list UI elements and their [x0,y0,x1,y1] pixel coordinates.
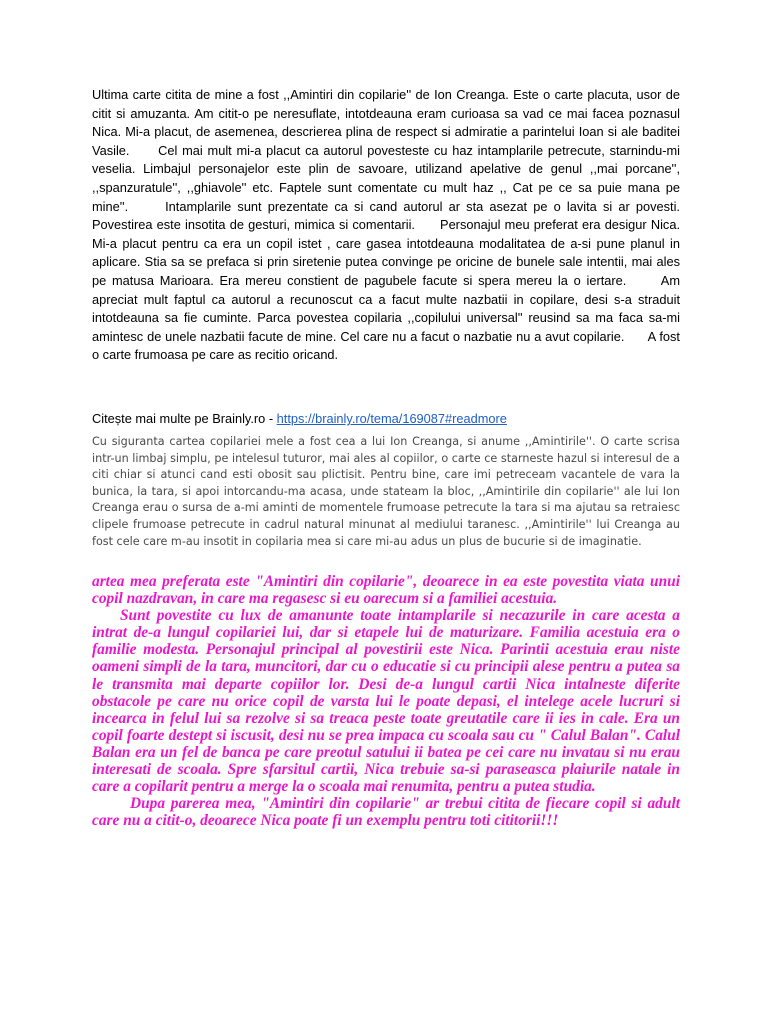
essay-three-paragraph-1: artea mea preferata este "Amintiri din copilarie", deoarece in ea este povestita viata unui copil nazdravan, in care ma regasesc si eu oarecum si a familiei acestuia. [92,573,680,608]
essay-three-paragraph-3: Dupa parerea mea, "Amintiri din copilarie" ar trebui citita de fiecare copil si adult care nu a citit-o, deoarece Nica poate fi un exemplu pentru toti cititorii!!! [92,795,680,830]
source-label: Citește mai multe pe Brainly.ro - [92,411,277,426]
brainly-source-line [92,410,692,428]
essay-three-paragraph-2: Sunt povestite cu lux de amanunte toate intamplarile si necazurile in care acesta a intrat de-a lungul copilariei lui, dar si etapele lui de maturizare. Familia acestuia era o familie modesta. Personajul principal al povestirii este Nica. Parintii acestuia erau niste oameni simpli de la tara, muncitori, dar cu o educatie si cu principii alese pentru a putea sa le transmita mai departe copiilor lor. Desi de-a lungul cartii Nica intalneste diferite obstacole pe care nu orice copil de varsta lui le poate depasi, el intelege acele lucruri si incearca in felul lui sa rezolve si sa treaca peste toate greutatile care ii ies in cale. Era un copil foarte destept si iscusit, desi nu se prea impaca cu scoala sau cu " Calul Balan". Calul Balan era un fel de banca pe care preotul satului ii batea pe cei care nu invatau si nu erau interesati de scoala. Spre sfarsitul cartii, Nica trebuie sa-si paraseasca plaiurile natale in care a copilarit pentru a merge la o scoala mai renumita, pentru a putea studia. [92,607,680,796]
essay-two-paragraph: Cu siguranta cartea copilariei mele a fost cea a lui Ion Creanga, si anume ,,Amintirile''. O carte scrisa intr-un limbaj simplu, pe intelesul tuturor, mai ales al copiilor, o carte ce starneste hazul si interesul de a citi chiar si atunci cand esti obosit sau plictisit. Pentru bine, care imi petreceam vacantele de vara la bunica, la tara, si apoi intorcandu-ma acasa, unde stateam la bloc, ,,Amintirile din copilarie'' ale lui Ion Creanga erau o sursa de a-mi aminti de momentele frumoase petrecute la tara si ma ajutau sa retraiesc clipele frumoase petrecute in cadrul natural minunat al mediului taranesc. ,,Amintirile'' lui Creanga au fost cele care m-au insotit in copilaria mea si care mi-au adus un plus de bucurie si de imaginatie. [92,435,680,548]
essay-three [92,573,680,829]
source-link[interactable]: https://brainly.ro/tema/169087#readmore [276,411,507,426]
essay-one-paragraph: Ultima carte citita de mine a fost ,,Amintiri din copilarie'' de Ion Creanga. Este o carte placuta, usor de citit si amuzanta. Am citit-o pe neresuflate, intotdeauna eram curioasa sa vad ce mai facea poznasul Nica. Mi-a placut, de asemenea, descrierea plina de respect si admiratie a parintelui Ioan si ale baditei Vasile. Cel mai mult mi-a placut ca autorul povesteste cu haz intamplarile petrecute, starnindu-mi veselia. Limbajul personajelor este plin de savoare, utilizand apelative de genul ,,mai porcane'', ,,spanzuratule'', ,,ghiavole'' etc. Faptele sunt comentate cu mult haz ,, Cat pe ce sa puie mana pe mine''. Intamplarile sunt prezentate ca si cand autorul ar sta asezat pe o lavita si ar povesti. Povestirea este insotita de gesturi, mimica si comentarii. Personajul meu preferat era desigur Nica. Mi-a placut pentru ca era un copil istet , care gasea intotdeauna modalitatea de a-si pune planul in aplicare. Stia sa se prefaca si prin siretenie putea convinge pe oricine de bunele sale intentii, mai ales pe matusa Marioara. Era mereu constient de pagubele facute si spera mereu la o iertare. Am apreciat mult faptul ca autorul a recunoscut ca a facut multe nazbatii in copilare, desi s-a straduit intotdeauna sa fie cuminte. Parca povestea copilaria ,,copilului universal'' reusind sa ma faca sa-mi amintesc de unele nazbatii facute de mine. Cel care nu a facut o nazbatie nu a avut copilarie. A fost o carte frumoasa pe care as recitio oricand. [92,87,680,363]
